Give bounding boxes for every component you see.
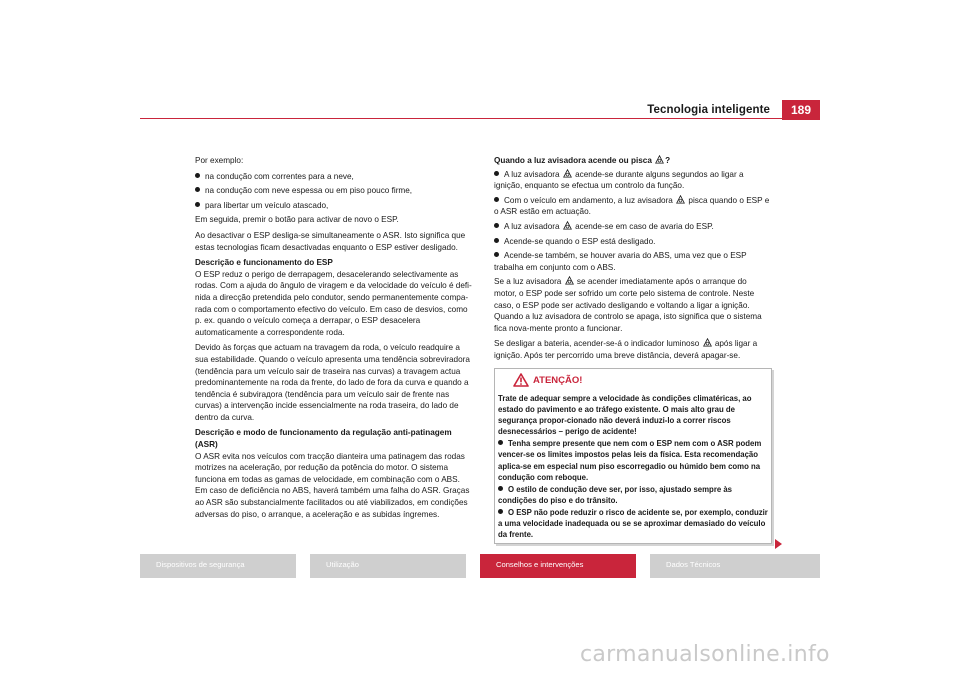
paragraph: Em seguida, premir o botão para activar de novo o ESP. <box>195 215 399 225</box>
next-page-arrow-icon[interactable] <box>775 539 782 549</box>
bullet-icon <box>494 252 499 257</box>
paragraph: Se a luz avisadora se acender imediatamente após o arranque do motor, o ESP pode ser sofrido um corte pelo sistema de controle. Neste caso, o ESP pode ser activado desligando e voltando a ligar a ignição. Quando a luz avisadora de controlo se apaga, isto significa que o sistema fica nova-mente pronto a funcionar. <box>494 277 762 333</box>
page-title: Tecnologia inteligente <box>647 104 770 116</box>
bullet-icon <box>498 486 503 491</box>
tab-utilizacao[interactable]: Utilização <box>310 554 466 578</box>
tab-dados-tecnicos[interactable]: Dados Técnicos <box>650 554 820 578</box>
bullet-icon <box>195 173 200 178</box>
list-item: na condução com correntes para a neve, <box>195 171 472 183</box>
tab-conselhos-e-intervencoes[interactable]: Conselhos e intervenções <box>480 554 636 578</box>
watermark: carmanualsonline.info <box>580 642 830 667</box>
warning-list-item: O estilo de condução deve ser, por isso, ajustado sempre às condições do piso e do trânsito. <box>498 484 733 505</box>
warning-list-item: O ESP não pode reduzir o risco de acidente se, por exemplo, conduzir a uma velocidade inadequada ou se se aproximar demasiado do veículo da frente. <box>498 507 768 540</box>
list-item: Com o veículo em andamento, a luz avisadora pisca quando o ESP e o ASR estão em actuação. <box>494 195 770 217</box>
paragraph: Se desligar a bateria, acender-se-á o indicador luminoso após ligar a ignição. Após ter percorrido uma breve distância, deverá apagar-se. <box>494 339 758 360</box>
list-item: na condução com neve espessa ou em piso pouco firme, <box>195 185 472 197</box>
warning-intro: Trate de adequar sempre a velocidade às condições climatéricas, ao estado do pavimento e ao tráfego existente. O mais alto grau de segurança propor-cionado não deverá induzi-lo a correr riscos desnecessários – perigo de acidente! <box>498 394 752 437</box>
list-item: Acende-se quando o ESP está desligado. <box>494 236 771 248</box>
bullet-icon <box>498 509 503 514</box>
list-item: Acende-se também, se houver avaria do ABS, uma vez que o ESP trabalha em conjunto com o ABS. <box>494 251 747 272</box>
warning-list-item: Tenha sempre presente que nem com o ESP nem com o ASR podem vencer-se os limites impostos pelas leis da física. Esta recomendação aplica-se em especial num piso escorregadio ou húmido bem como na condução com reboque. <box>498 439 762 482</box>
bullet-icon <box>195 202 200 207</box>
bullet-icon <box>195 187 200 192</box>
esp-warning-light-icon <box>676 195 685 204</box>
warning-title: ATENÇÃO! <box>533 374 583 386</box>
warning-triangle-icon <box>513 373 529 387</box>
paragraph: Ao desactivar o ESP desliga-se simultaneamente o ASR. Isto significa que estas tecnologias ficam desactivadas enquanto o ESP estiver desligado. <box>195 230 466 252</box>
paragraph: O ASR evita nos veículos com tracção dianteira uma patinagem das rodas motrizes na aceleração, por redução da potência do motor. O sistema funciona em todas as gamas de velocidade, em combinação com o ABS. Em caso de deficiência no ABS, haverá também uma falha do ASR. Graças ao ASR são substancialmente facilitados ou até viabilizados, em condições adversas do piso, o arranque, a aceleração e as subidas íngremes. <box>195 451 470 519</box>
esp-warning-light-icon <box>563 221 572 230</box>
list-item: A luz avisadora acende-se durante alguns segundos ao ligar a ignição, enquanto se efectua um controlo da função. <box>494 169 744 191</box>
bullet-icon <box>494 238 499 243</box>
bullet-icon <box>494 223 499 228</box>
right-column <box>494 155 771 366</box>
bullet-icon <box>494 171 499 176</box>
esp-warning-light-icon <box>655 155 664 164</box>
paragraph: Por exemplo: <box>195 156 244 165</box>
paragraph: O ESP reduz o perigo de derrapagem, desacelerando selectivamente as rodas. Com a ajuda do ângulo de viragem e da velocidade do veículo é defi-nida a direcção pretendida pelo condutor, sendo permanentemente compa-rada com o comportamento efectivo do veículo. Em caso de desvios, como p. ex. quando o veículo começa a derrapar, o ESP desacelera automaticamente a correspondente roda. <box>195 269 472 337</box>
tab-dispositivos-de-seguranca[interactable]: Dispositivos de segurança <box>140 554 296 578</box>
left-column <box>195 155 472 524</box>
warning-body <box>495 391 771 540</box>
paragraph: Devido às forças que actuam na travagem da roda, o veículo readquire a sua estabilidade. Quando o veículo apresenta uma tendência sobreviradora (tendência para um veículo sair de traseira nas curvas) a travagem actua predominantemente na roda da frente, do lado de fora da curva e quando a tendência é subvirадora (tendência para um veículo sair de frente nas curvas) a intervenção incide essencialmente na roda traseira, do lado de dentro da curva. <box>195 343 470 422</box>
list-item: para libertar um veículo atascado, <box>195 200 472 212</box>
bullet-icon <box>498 440 503 445</box>
page-number: 189 <box>782 100 820 120</box>
list-item: A luz avisadora acende-se em caso de avaria do ESP. <box>494 221 771 233</box>
section-heading: Quando a luz avisadora acende ou pisca ? <box>494 156 671 165</box>
esp-warning-light-icon <box>563 169 572 178</box>
warning-box <box>494 368 772 544</box>
footer-nav <box>140 554 820 578</box>
section-heading: Descrição e funcionamento do ESP <box>195 258 333 268</box>
bullet-icon <box>494 197 499 202</box>
esp-warning-light-icon <box>565 276 574 285</box>
section-heading: Descrição e modo de funcionamento da regulação anti-patinagem (ASR) <box>195 428 452 450</box>
header-rule <box>140 118 820 119</box>
esp-warning-light-icon <box>703 338 712 347</box>
